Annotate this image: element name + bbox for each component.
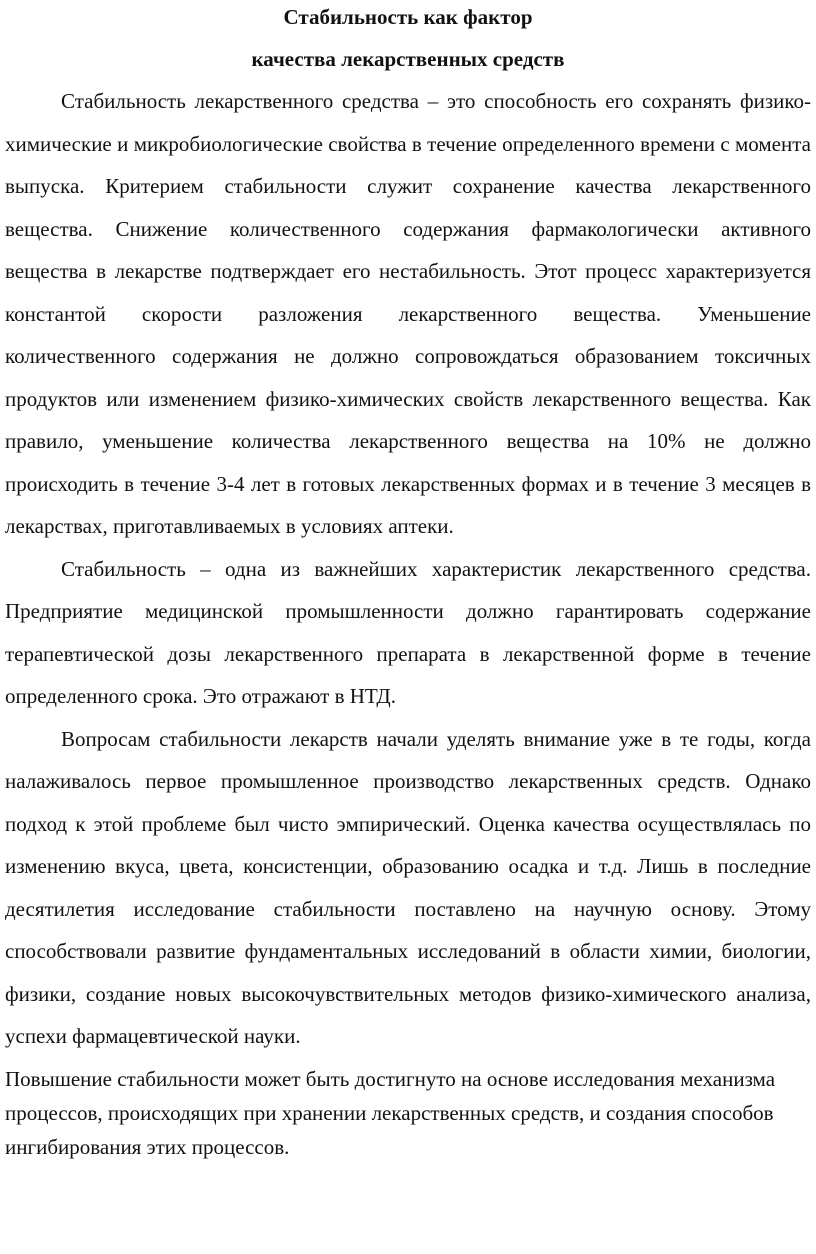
paragraph-stability-improvement: Повышение стабильности может быть достигнуто на основе исследования механизма процессов, происходящих при хранении лекарственных средств, и создания способов ингибирования этих процессов. (5, 1066, 776, 1159)
document-title-line-1: Стабильность как фактор (283, 5, 533, 29)
paragraph-stability-importance: Стабильность – одна из важнейших характеристик лекарственного средства. Предприятие медицинской промышленности должно гарантировать содержание терапевтической дозы лекарственного препарата в лекарственной форме в течение определенного срока. Это отражают в НТД. (5, 556, 811, 708)
paragraph-stability-history: Вопросам стабильности лекарств начали уделять внимание уже в те годы, когда налаживалось первое промышленное производство лекарственных средств. Однако подход к этой проблеме был чисто эмпирический. Оценка качества осуществлялась по изменению вкуса, цвета, консистенции, образованию осадка и т.д. Лишь в последние десятилетия исследование стабильности поставлено на научную основу. Этому способствовали развитие фундаментальных исследований в области химии, биологии, физики, создание новых высокочувствительных методов физико-химического анализа, успехи фармацевтической науки. (5, 726, 811, 1048)
document-title-line-2: качества лекарственных средств (251, 47, 565, 71)
paragraph-stability-definition: Стабильность лекарственного средства – это способность его сохранять физико-химические и микробиологические свойства в течение определенного времени с момента выпуска. Критерием стабильности служит сохранение качества лекарственного вещества. Снижение количественного содержания фармакологически активного вещества в лекарстве подтверждает его нестабильность. Этот процесс характеризуется константой скорости разложения лекарственного вещества. Уменьшение количественного содержания не должно сопровождаться образованием токсичных продуктов или изменением физико-химических свойств лекарственного вещества. Как правило, уменьшение количества лекарственного вещества на 10% не должно происходить в течение 3-4 лет в готовых лекарственных формах и в течение 3 месяцев в лекарствах, приготавливаемых в условиях аптеки. (5, 89, 811, 538)
